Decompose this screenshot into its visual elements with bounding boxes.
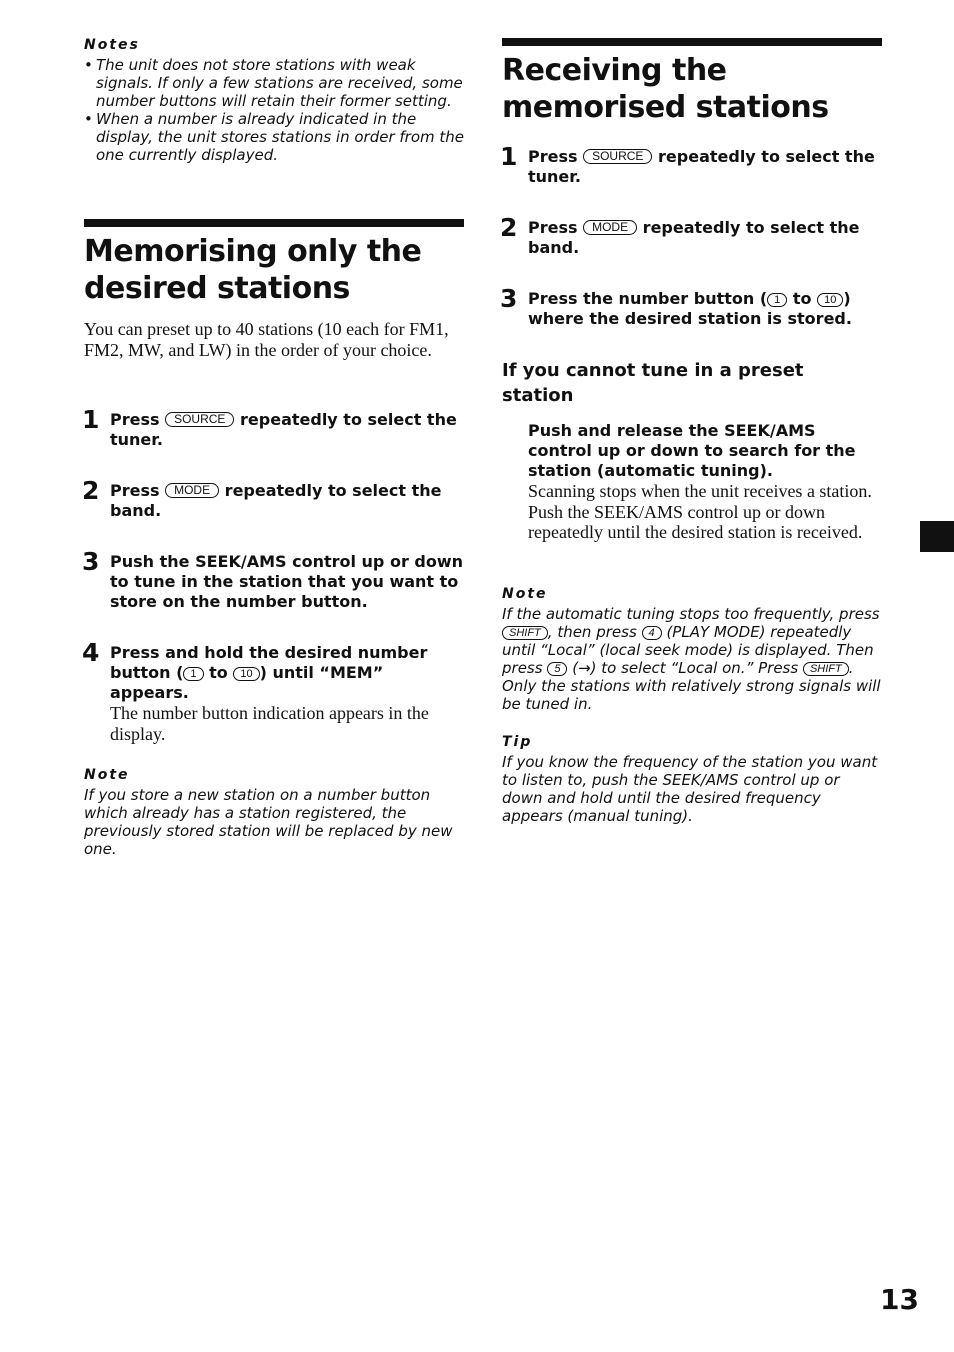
tip-label: Tip <box>502 734 533 750</box>
number-1-key-icon: 1 <box>767 293 787 307</box>
note-block <box>502 585 882 713</box>
shift-key-icon: SHIFT <box>502 626 548 640</box>
number-10-key-icon: 10 <box>233 667 259 681</box>
step-number: 2 <box>500 213 518 242</box>
intro-text: You can preset up to 40 stations (10 each for FM1, FM2, MW, and LW) in the order of your choice. <box>84 319 449 360</box>
note-text: If the automatic tuning stops too frequently, press SHIFT , then press 4 (PLAY MODE) repeatedly until “Local” (local seek mode) is displayed. Then press 5 (→) to select “Local on.” Press SHIFT . Only the stations with relatively strong signals will be tuned in. <box>502 605 881 713</box>
step-4 <box>82 638 464 744</box>
step-number: 1 <box>82 405 100 434</box>
step-2 <box>500 213 882 258</box>
tip-block <box>502 733 882 825</box>
step-number: 2 <box>82 476 100 505</box>
step-text: Press SOURCE repeatedly to select the tuner. <box>528 147 875 186</box>
notes-label: Notes <box>84 37 140 53</box>
subsection-instruction: Push and release the SEEK/AMS control up or down to search for the station (automatic tuning). <box>528 421 856 480</box>
subsection-title: If you cannot tune in a preset station <box>502 360 804 406</box>
step-3 <box>82 547 464 612</box>
note-text: If you store a new station on a number button which already has a station registered, the previously stored station will be replaced by new one. <box>84 786 453 858</box>
step-1 <box>82 405 464 450</box>
note-label: Note <box>84 767 130 783</box>
note-label: Note <box>502 586 548 602</box>
list-item: • The unit does not store stations with weak signals. If only a few stations are received, some number buttons will retain their former setting. <box>84 56 464 110</box>
source-key-icon: SOURCE <box>165 412 234 427</box>
shift-key-icon: SHIFT <box>803 662 849 676</box>
mode-key-icon: MODE <box>165 483 219 498</box>
step-description: The number button indication appears in the display. <box>110 703 429 744</box>
step-text: Press MODE repeatedly to select the band. <box>528 218 860 257</box>
step-2 <box>82 476 464 521</box>
step-number: 3 <box>500 284 518 313</box>
source-key-icon: SOURCE <box>583 149 652 164</box>
step-number: 4 <box>82 638 100 667</box>
section-divider <box>502 38 882 46</box>
step-number: 1 <box>500 142 518 171</box>
step-text: Press the number button ( 1 to 10 ) where the desired station is stored. <box>528 289 852 328</box>
section-title: Receiving the memorised stations <box>502 53 829 125</box>
notes-list <box>84 56 464 164</box>
step-1 <box>500 142 882 187</box>
section-memorising <box>84 219 464 307</box>
section-title: Memorising only the desired stations <box>84 234 422 306</box>
number-5-key-icon: 5 <box>547 662 567 676</box>
notes-block <box>84 36 464 164</box>
tip-text: If you know the frequency of the station you want to listen to, push the SEEK/AMS control up or down and hold until the desired frequency appears (manual tuning). <box>502 753 878 825</box>
subsection-body <box>528 421 882 543</box>
subsection-description: Scanning stops when the unit receives a station. Push the SEEK/AMS control up or down repeatedly until the desired station is received. <box>528 481 872 542</box>
step-text: Press MODE repeatedly to select the band. <box>110 481 442 520</box>
mode-key-icon: MODE <box>583 220 637 235</box>
note-block <box>84 766 456 858</box>
section-divider <box>84 219 464 227</box>
step-3 <box>500 284 882 329</box>
number-10-key-icon: 10 <box>817 293 843 307</box>
section-receiving <box>502 38 882 126</box>
number-1-key-icon: 1 <box>183 667 203 681</box>
step-text: Press and hold the desired number button ( 1 to 10 ) until “MEM” appears. <box>110 643 428 702</box>
step-text: Press SOURCE repeatedly to select the tuner. <box>110 410 457 449</box>
step-number: 3 <box>82 547 100 576</box>
thumb-index-tab <box>920 521 954 552</box>
step-text: Push the SEEK/AMS control up or down to tune in the station that you want to store on the number button. <box>110 552 464 611</box>
list-item: • When a number is already indicated in the display, the unit stores stations in order from the one currently displayed. <box>84 110 464 164</box>
number-4-key-icon: 4 <box>642 626 662 640</box>
page-number: 13 <box>880 1283 919 1316</box>
